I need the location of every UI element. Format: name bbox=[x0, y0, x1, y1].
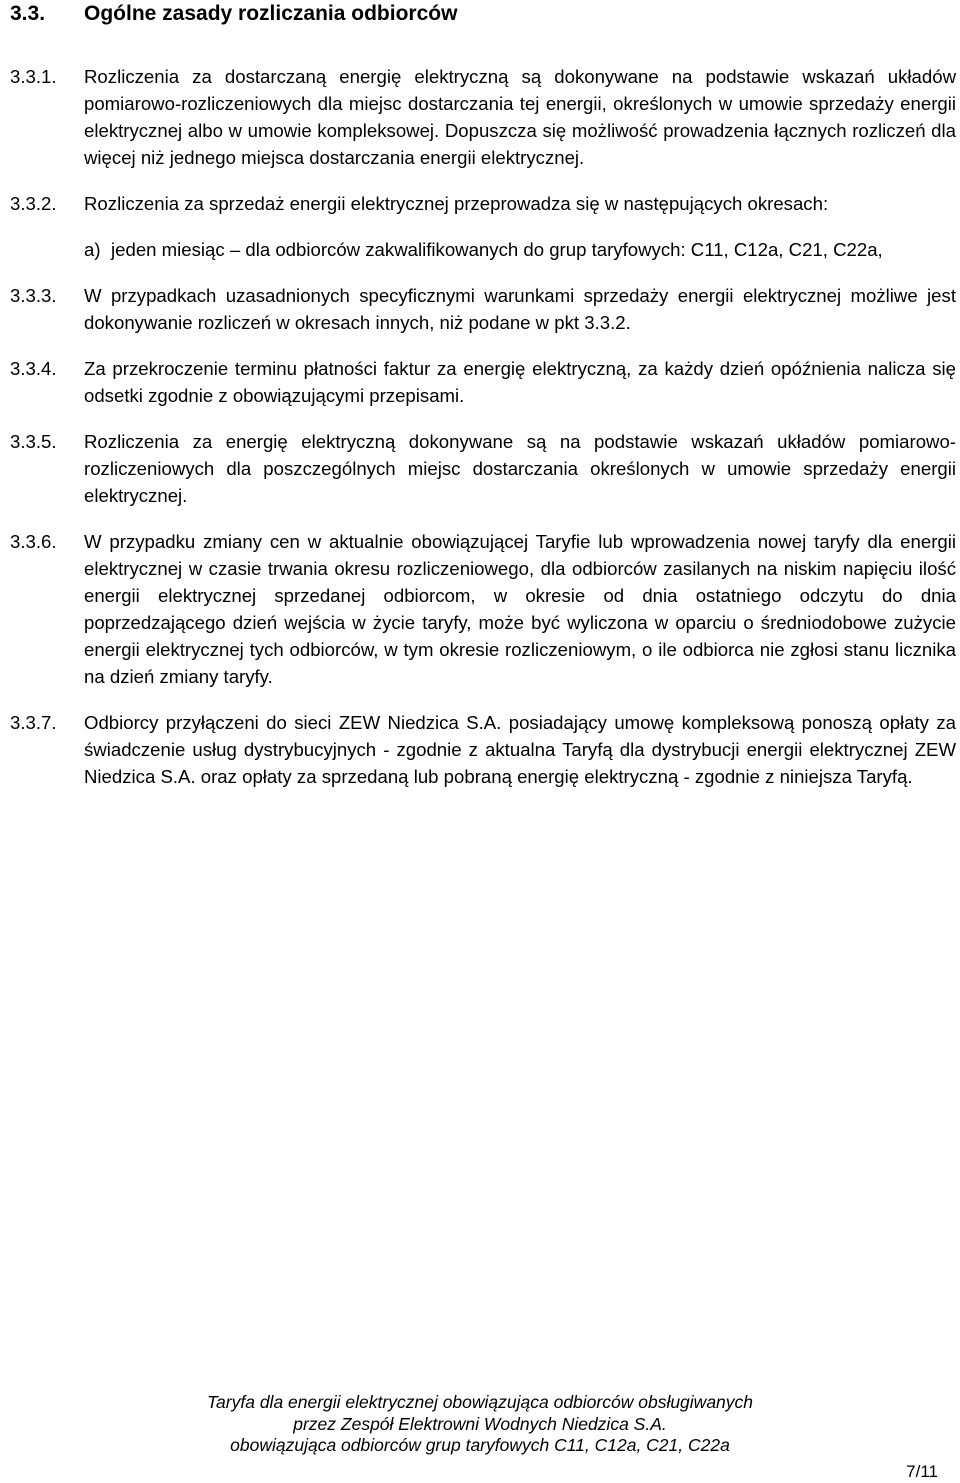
paragraph-number: 3.3.7. bbox=[10, 712, 57, 733]
sub-item-marker: a) bbox=[84, 239, 101, 260]
paragraph-text: Odbiorcy przyłączeni do sieci ZEW Niedzica S.A. posiadający umowę kompleksową ponoszą opłaty za świadczenie usług dystrybucyjnych - zgodnie z aktualna Taryfą dla dystrybucji energii elektrycznej ZEW Niedzica S.A. oraz opłaty za sprzedaną lub pobraną energię elektryczną - zgodnie z niniejsza Taryfą. bbox=[84, 712, 956, 787]
page-footer bbox=[0, 1392, 960, 1457]
paragraph-3-3-1 bbox=[10, 63, 956, 171]
paragraph-number: 3.3.1. bbox=[10, 66, 57, 87]
paragraph-3-3-3 bbox=[10, 282, 956, 336]
paragraph-3-3-6 bbox=[10, 528, 956, 690]
page-number: 7/11 bbox=[906, 1462, 938, 1481]
paragraph-number: 3.3.3. bbox=[10, 285, 57, 306]
paragraph-text: Rozliczenia za dostarczaną energię elektryczną są dokonywane na podstawie wskazań układów pomiarowo-rozliczeniowych dla miejsc dostarczania tej energii, określonych w umowie sprzedaży energii elektrycznej albo w umowie kompleksowej. Dopuszcza się możliwość prowadzenia łącznych rozliczeń dla więcej niż jednego miejsca dostarczania energii elektrycznej. bbox=[84, 66, 956, 168]
footer-line-1: Taryfa dla energii elektrycznej obowiązująca odbiorców obsługiwanych bbox=[206, 1392, 754, 1412]
paragraph-3-3-4 bbox=[10, 355, 956, 409]
paragraph-3-3-7 bbox=[10, 709, 956, 790]
section-number: 3.3. bbox=[10, 2, 46, 25]
section-items bbox=[10, 63, 956, 809]
paragraph-text: Za przekroczenie terminu płatności faktur za energię elektryczną, za każdy dzień opóźnienia nalicza się odsetki zgodnie z obowiązującymi przepisami. bbox=[84, 358, 956, 406]
sub-item-a bbox=[84, 236, 956, 263]
footer-line-2: przez Zespół Elektrowni Wodnych Niedzica S.A. bbox=[293, 1413, 667, 1434]
paragraph-3-3-5 bbox=[10, 428, 956, 509]
paragraph-text: W przypadkach uzasadnionych specyficznymi warunkami sprzedaży energii elektrycznej możliwe jest dokonywanie rozliczeń w okresach innych, niż podane w pkt 3.3.2. bbox=[84, 285, 956, 333]
paragraph-text: Rozliczenia za energię elektryczną dokonywane są na podstawie wskazań układów pomiarowo-rozliczeniowych dla poszczególnych miejsc dostarczania określonych w umowie sprzedaży energii elektrycznej. bbox=[84, 431, 956, 506]
paragraph-text: Rozliczenia za sprzedaż energii elektrycznej przeprowadza się w następujących okresach: bbox=[84, 193, 829, 214]
paragraph-number: 3.3.2. bbox=[10, 193, 57, 214]
paragraph-text: W przypadku zmiany cen w aktualnie obowiązującej Taryfie lub wprowadzenia nowej taryfy dla energii elektrycznej w czasie trwania okresu rozliczeniowego, dla odbiorców zasilanych na niskim napięciu ilość energii elektrycznej sprzedanej odbiorcom, w okresie od dnia ostatniego odczytu do dnia poprzedzającego dzień wejścia w życie taryfy, może być wyliczona w oparciu o średniodobowe zużycie energii elektrycznej tych odbiorców, w tym okresie rozliczeniowym, o ile odbiorca nie zgłosi stanu licznika na dzień zmiany taryfy. bbox=[84, 531, 956, 687]
paragraph-number: 3.3.6. bbox=[10, 531, 57, 552]
paragraph-number: 3.3.5. bbox=[10, 431, 57, 452]
sub-item-text: jeden miesiąc – dla odbiorców zakwalifikowanych do grup taryfowych: C11, C12a, C21, C22a, bbox=[111, 239, 883, 260]
section-heading bbox=[10, 0, 457, 27]
paragraph-number: 3.3.4. bbox=[10, 358, 57, 379]
section-title: Ogólne zasady rozliczania odbiorców bbox=[84, 2, 458, 25]
footer-line-3: obowiązująca odbiorców grup taryfowych C11, C12a, C21, C22a bbox=[230, 1435, 730, 1455]
paragraph-3-3-2 bbox=[10, 190, 956, 263]
